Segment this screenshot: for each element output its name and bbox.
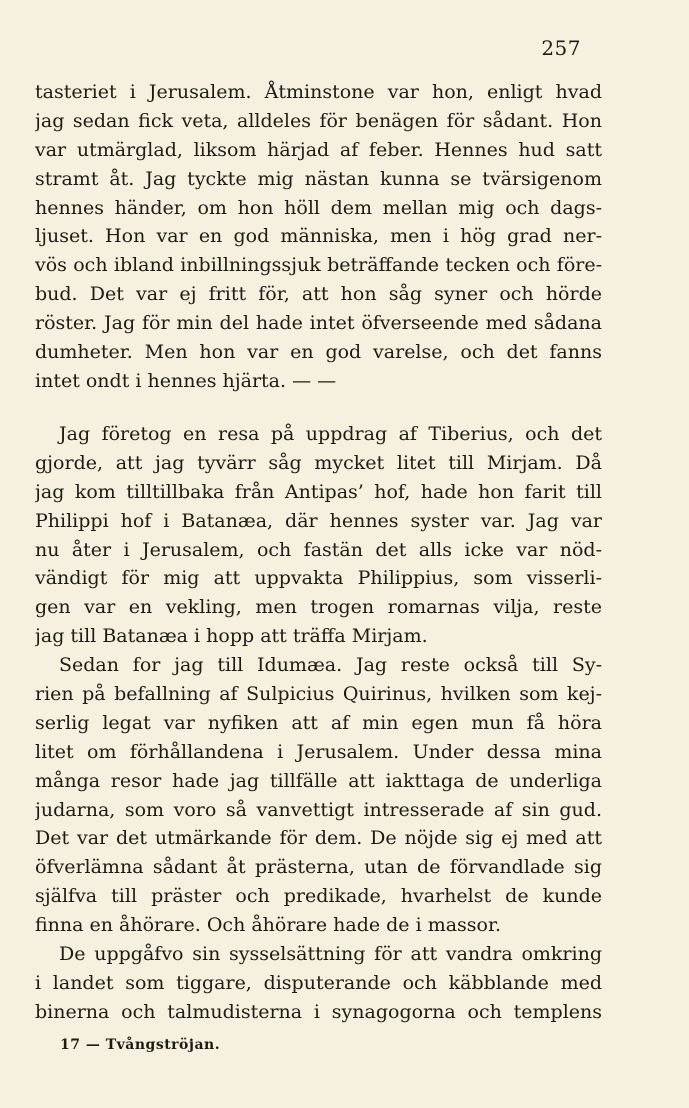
text-line: Philippi hof i Batanæa, där hennes syster var. Jag var — [35, 509, 602, 532]
text-line: öfverlämna sådant åt prästerna, utan de förvandlade sig — [35, 856, 602, 879]
text-line: hennes händer, om hon höll dem mellan mig och dags- — [35, 196, 602, 219]
text-line: ljuset. Hon var en god människa, men i hög grad ner- — [35, 225, 602, 248]
text-line: vös och ibland inbillningssjuk beträffande tecken och före- — [35, 254, 602, 277]
text-line: Sedan for jag till Idumæa. Jag reste också till Sy- — [59, 654, 602, 677]
paragraph — [35, 78, 602, 396]
text-line: intet ondt i hennes hjärta. — — — [35, 369, 337, 392]
page-number: 257 — [541, 36, 581, 60]
text-line: jag sedan fick veta, alldeles för benägen för sådant. Hon — [35, 109, 602, 132]
text-block-main — [35, 420, 602, 1027]
text-line: tasteriet i Jerusalem. Åtminstone var hon, enligt hvad — [35, 81, 602, 103]
text-line: Det var det utmärkande för dem. De nöjde sig ej med att — [35, 827, 602, 850]
text-line: nu åter i Jerusalem, och fastän det alls icke var nöd- — [35, 538, 602, 561]
text-line: finna en åhörare. Och åhörare hade de i massor. — [35, 914, 502, 937]
text-line: i landet som tiggare, disputerande och käbblande med — [35, 971, 602, 994]
paragraph — [35, 940, 602, 1027]
text-line: bud. Det var ej fritt för, att hon såg syner och hörde — [35, 283, 602, 306]
paragraph — [35, 420, 602, 651]
text-line: röster. Jag för min del hade intet öfverseende med sådana — [35, 312, 602, 335]
text-line: jag kom tilltillbaka från Antipas’ hof, hade hon farit till — [35, 480, 602, 503]
text-line: binerna och talmudisterna i synagogorna och templens — [35, 1000, 602, 1023]
text-line: var utmärglad, liksom härjad af feber. Hennes hud satt — [35, 138, 602, 161]
text-line: många resor hade jag tillfälle att iakttaga de underliga — [35, 769, 602, 792]
text-block-top — [35, 78, 602, 396]
text-line: judarna, som voro så vanvettigt intresserade af sin gud. — [35, 798, 602, 821]
signature-footer: 17 — Tvångströjan. — [60, 1037, 221, 1053]
text-line: De uppgåfvo sin sysselsättning för att vandra omkring — [59, 943, 602, 966]
text-line: stramt åt. Jag tyckte mig nästan kunna se tvärsigenom — [35, 167, 602, 190]
text-line: gjorde, att jag tyvärr såg mycket litet till Mirjam. Då — [35, 451, 602, 474]
text-line: Jag företog en resa på uppdrag af Tiberius, och det — [59, 423, 602, 445]
text-line: dumheter. Men hon var en god varelse, och det fanns — [35, 341, 602, 364]
text-line: litet om förhållandena i Jerusalem. Under dessa mina — [35, 740, 602, 763]
text-line: vändigt för mig att uppvakta Philippius, som visserli- — [35, 567, 602, 590]
text-line: jag till Batanæa i hopp att träffa Mirjam. — [35, 625, 428, 648]
text-line: rien på befallning af Sulpicius Quirinus, hvilken som kej- — [35, 683, 602, 706]
text-line: själfva till präster och predikade, hvarhelst de kunde — [35, 885, 602, 908]
text-line: gen var en vekling, men trogen romarnas vilja, reste — [35, 596, 602, 619]
paragraph — [35, 651, 602, 940]
text-line: serlig legat var nyfiken att af min egen mun få höra — [35, 711, 602, 734]
